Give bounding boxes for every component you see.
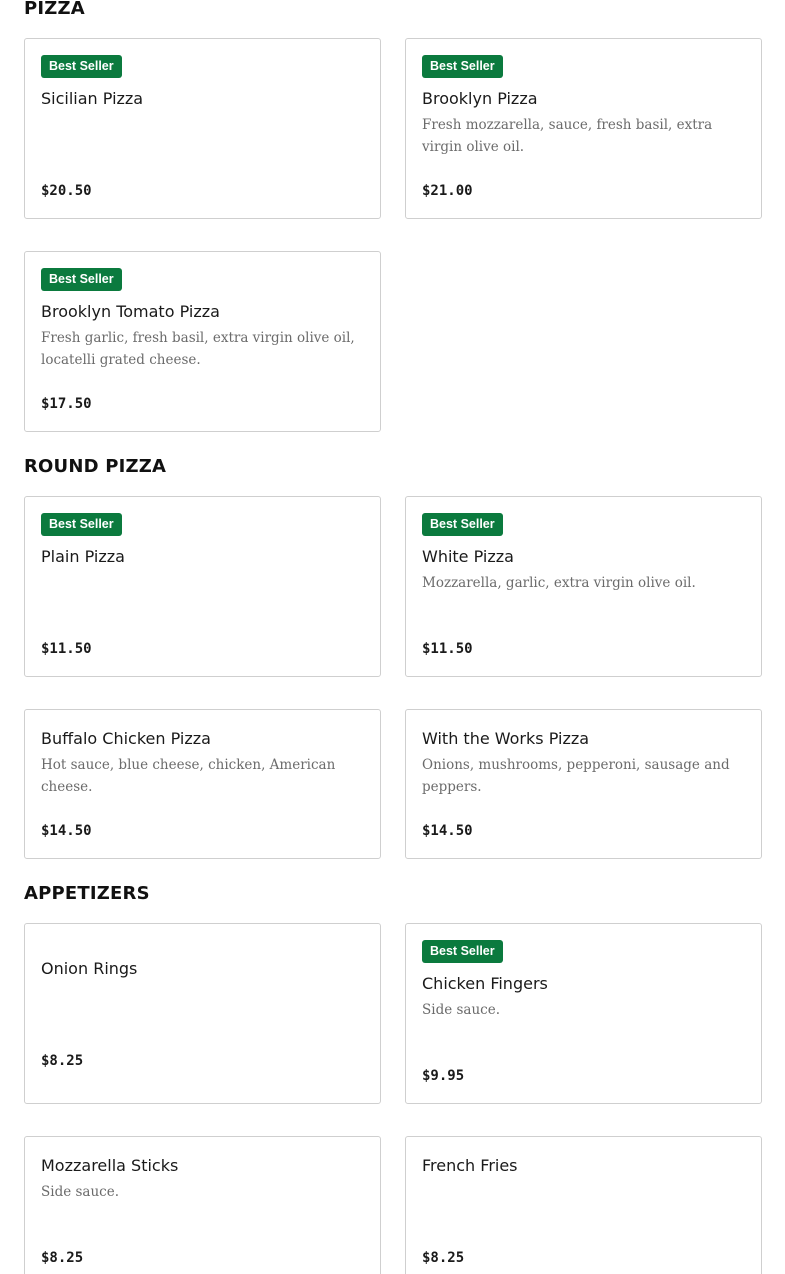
item-description: Side sauce.: [422, 1002, 501, 1018]
item-name: Mozzarella Sticks: [41, 1156, 179, 1175]
section-title-round-pizza: ROUND PIZZA: [24, 456, 167, 477]
item-price: $11.50: [422, 641, 473, 657]
menu-item-card[interactable]: [405, 709, 762, 859]
best-seller-badge: Best Seller: [422, 513, 503, 536]
item-name: Chicken Fingers: [422, 974, 548, 993]
item-name: With the Works Pizza: [422, 729, 590, 748]
item-price: $8.25: [41, 1250, 84, 1266]
section-title-pizza: PIZZA: [24, 0, 85, 19]
item-price: $14.50: [41, 823, 92, 839]
item-description: Fresh garlic, fresh basil, extra virgin olive oil, locatelli grated cheese.: [41, 330, 355, 368]
item-name: Buffalo Chicken Pizza: [41, 729, 211, 748]
item-price: $8.25: [422, 1250, 465, 1266]
item-name: Onion Rings: [41, 959, 138, 978]
best-seller-badge: Best Seller: [41, 268, 122, 291]
menu-item-card[interactable]: [405, 38, 762, 219]
item-name: Brooklyn Tomato Pizza: [41, 302, 220, 321]
item-description: Fresh mozzarella, sauce, fresh basil, extra virgin olive oil.: [422, 117, 713, 155]
menu-item-card[interactable]: [405, 923, 762, 1104]
section-title-appetizers: APPETIZERS: [24, 883, 150, 904]
item-price: $17.50: [41, 396, 92, 412]
item-price: $20.50: [41, 183, 92, 199]
item-price: $14.50: [422, 823, 473, 839]
menu-item-card[interactable]: [24, 709, 381, 859]
item-description: Side sauce.: [41, 1184, 120, 1200]
menu-item-card[interactable]: [24, 38, 381, 219]
menu-item-card[interactable]: [24, 923, 381, 1104]
item-name: Plain Pizza: [41, 547, 125, 566]
item-description: Onions, mushrooms, pepperoni, sausage and peppers.: [422, 757, 730, 795]
menu-item-card[interactable]: [405, 496, 762, 677]
menu-item-card[interactable]: [405, 1136, 762, 1274]
item-price: $8.25: [41, 1053, 84, 1069]
item-description: Hot sauce, blue cheese, chicken, American cheese.: [41, 757, 336, 795]
item-price: $11.50: [41, 641, 92, 657]
best-seller-badge: Best Seller: [41, 513, 122, 536]
item-price: $21.00: [422, 183, 473, 199]
menu-item-card[interactable]: [24, 251, 381, 432]
item-name: Sicilian Pizza: [41, 89, 144, 108]
menu-item-card[interactable]: [24, 1136, 381, 1274]
best-seller-badge: Best Seller: [422, 55, 503, 78]
item-description: Mozzarella, garlic, extra virgin olive oil.: [422, 575, 696, 591]
item-name: French Fries: [422, 1156, 518, 1175]
item-name: White Pizza: [422, 547, 514, 566]
menu-item-card[interactable]: [24, 496, 381, 677]
best-seller-badge: Best Seller: [41, 55, 122, 78]
item-name: Brooklyn Pizza: [422, 89, 538, 108]
item-price: $9.95: [422, 1068, 465, 1084]
best-seller-badge: Best Seller: [422, 940, 503, 963]
